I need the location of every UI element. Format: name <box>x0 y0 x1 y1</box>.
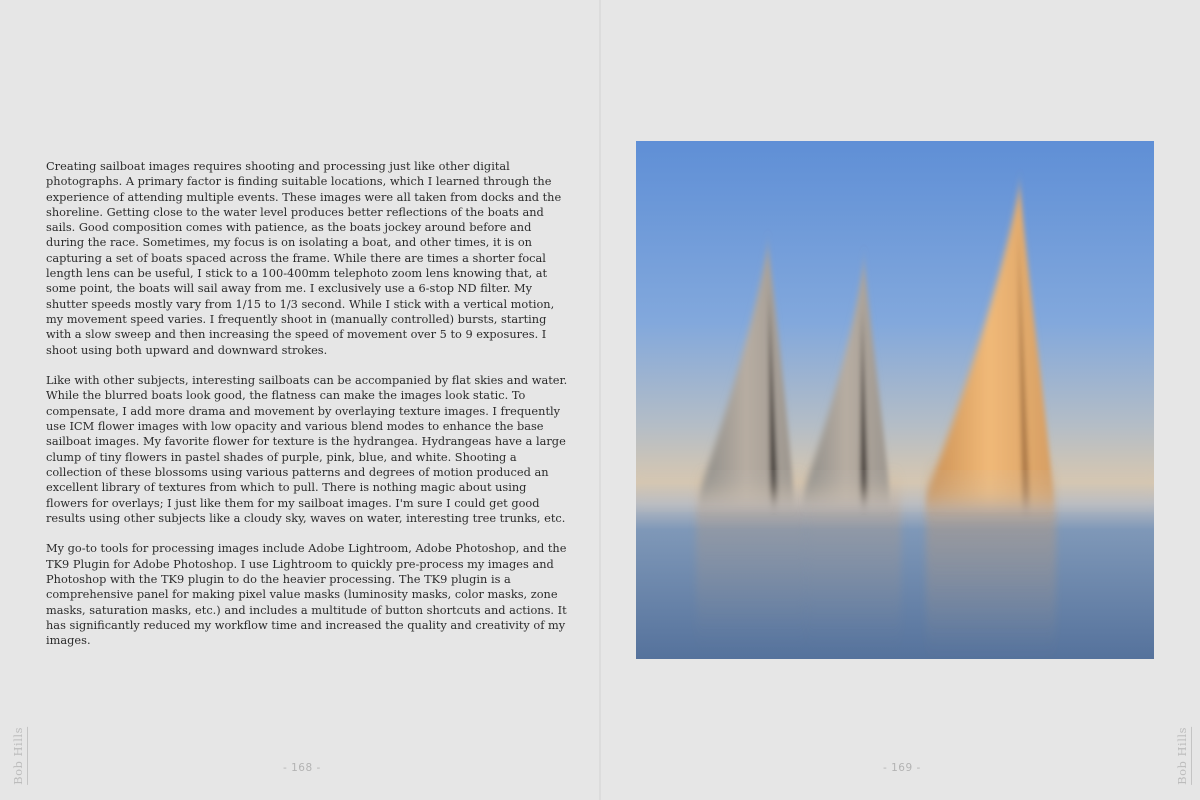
page-number-left: - 168 - <box>283 762 321 774</box>
left-page <box>0 0 599 800</box>
paragraph-2: Like with other subjects, interesting sailboats can be accompanied by flat skies and water. While the blurred boats look good, the flatness can make the images look static. To compensate, I add more drama and movement by overlaying texture images. I frequently use ICM flower images with low opacity and various blend modes to enhance the base sailboat images. My favorite flower for texture is the hydrangea. Hydrangeas have a large clump of tiny flowers in pastel shades of purple, pink, blue, and white. Shooting a collection of these blossoms using various patterns and degrees of motion produced an excellent library of textures from which to pull. There is nothing magic about using flowers for overlays; I just like them for my sailboat images. I'm sure I could get good results using other subjects like a cloudy sky, waves on water, interesting tree trunks, etc. <box>46 373 568 525</box>
body-text <box>46 159 568 664</box>
sailboat-photo <box>636 141 1154 659</box>
page-number-right: - 169 - <box>883 762 921 774</box>
running-author-left: Bob Hills <box>11 727 28 785</box>
paragraph-3: My go-to tools for processing images include Adobe Lightroom, Adobe Photoshop, and the TK9 Plugin for Adobe Photoshop. I use Lightroom to quickly pre-process my images and Photoshop with the TK9 plugin to do the heavier processing. The TK9 plugin is a comprehensive panel for making pixel value masks (luminosity masks, color masks, zone masks, saturation masks, etc.) and includes a multitude of button shortcuts and actions. It has significantly reduced my workflow time and increased the quality and creativity of my images. <box>46 541 567 648</box>
right-page <box>601 0 1200 800</box>
running-author-right: Bob Hills <box>1175 727 1192 785</box>
paragraph-1: Creating sailboat images requires shooting and processing just like other digital photographs. A primary factor is finding suitable locations, which I learned through the experience of attending multiple events. These images were all taken from docks and the shoreline. Getting close to the water level produces better reflections of the boats and sails. Good composition comes with patience, as the boats jockey around before and during the race. Sometimes, my focus is on isolating a boat, and other times, it is on capturing a set of boats spaced across the frame. While there are times a shorter focal length lens can be useful, I stick to a 100-400mm telephoto zoom lens knowing that, at some point, the boats will sail away from me. I exclusively use a 6-stop ND filter. My shutter speeds mostly vary from 1/15 to 1/3 second. While I stick with a vertical motion, my movement speed varies. I frequently shoot in (manually controlled) bursts, starting with a slow sweep and then increasing the speed of movement over 5 to 9 exposures. I shoot using both upward and downward strokes. <box>46 159 562 357</box>
